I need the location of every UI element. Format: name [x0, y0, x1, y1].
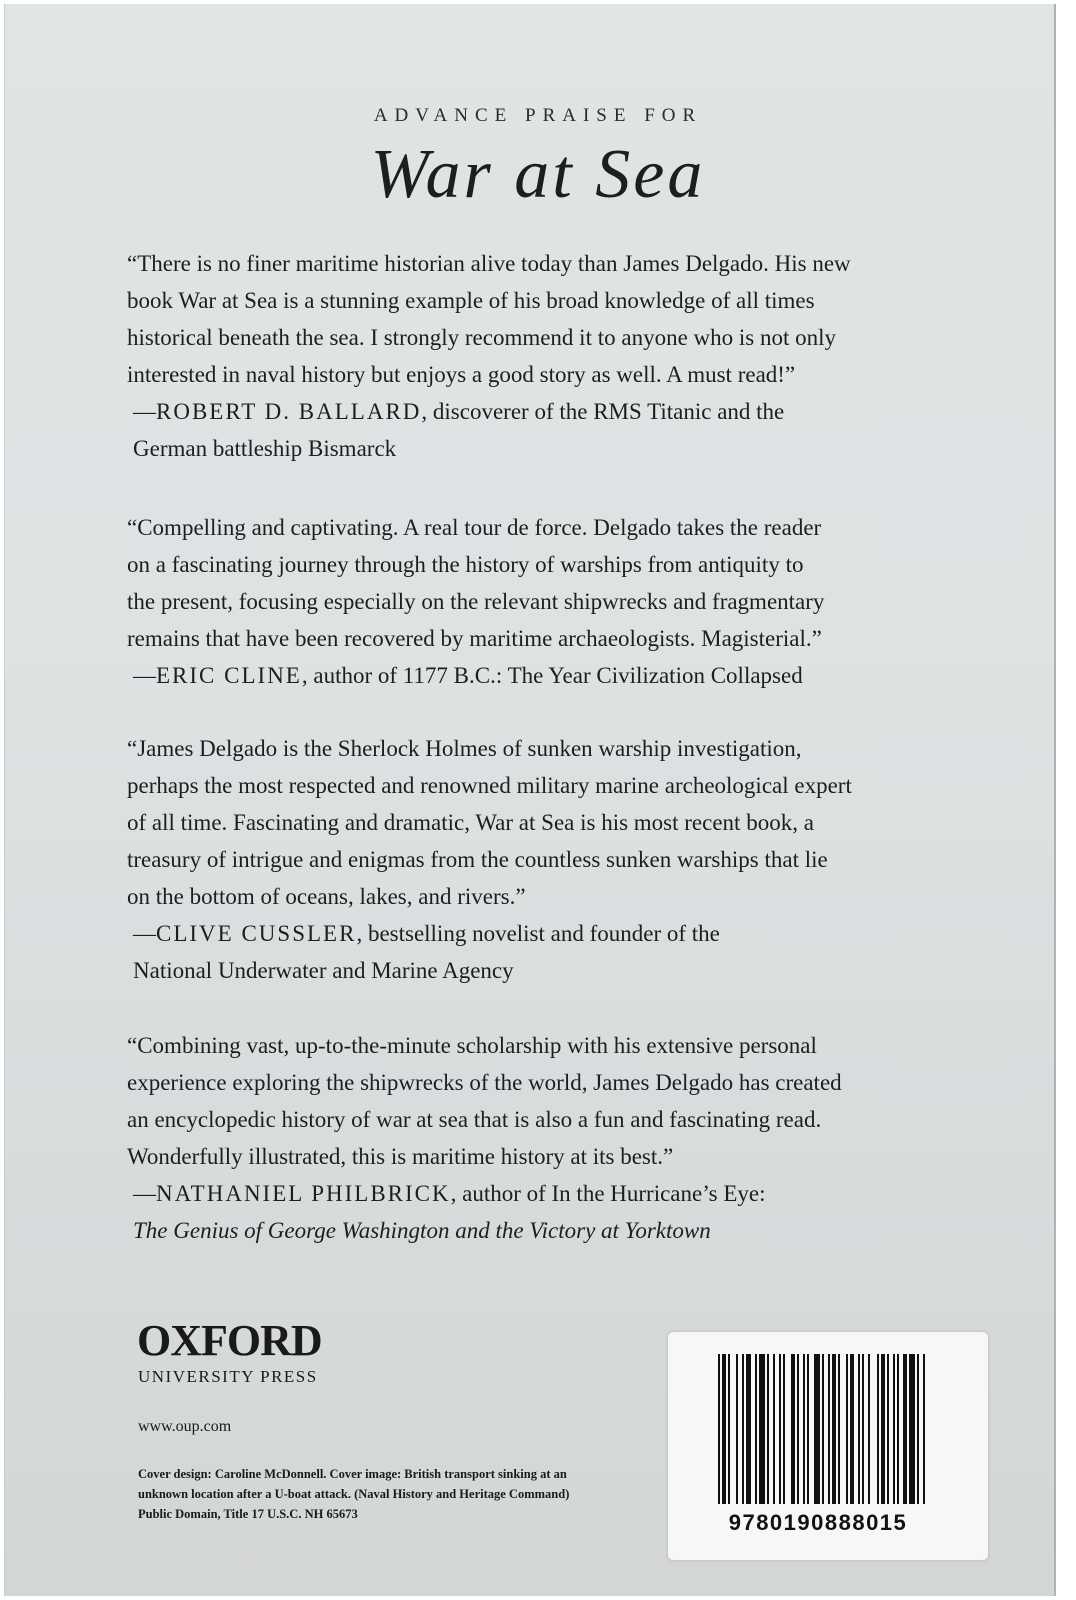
em-dash: — — [133, 399, 156, 424]
blurb-line: “James Delgado is the Sherlock Holmes of sunken warship investigation, — [127, 736, 802, 761]
blurb-line: “There is no finer maritime historian alive today than James Delgado. His new — [127, 251, 851, 276]
blurb-author: ROBERT D. BALLARD — [156, 399, 422, 424]
blurb-ballard — [127, 245, 953, 467]
blurb-line: perhaps the most respected and renowned military marine archeological expert — [127, 773, 852, 798]
blurb-line: remains that have been recovered by maritime archaeologists. Magisterial.” — [127, 626, 822, 651]
blurb-line: of all time. Fascinating and dramatic, War at Sea is his most recent book, a — [127, 810, 814, 835]
publisher-logo: OXFORD — [137, 1316, 322, 1365]
barcode-graphic — [718, 1354, 928, 1504]
credits-line: Public Domain, Title 17 U.S.C. NH 65673 — [138, 1507, 358, 1521]
blurb-line: experience exploring the shipwrecks of the world, James Delgado has created — [127, 1070, 842, 1095]
blurb-line: on the bottom of oceans, lakes, and rivers.” — [127, 884, 526, 909]
barcode-space — [925, 1354, 927, 1504]
blurb-author: CLIVE CUSSLER — [156, 921, 357, 946]
blurb-attribution — [133, 657, 953, 694]
blurb-line: on a fascinating journey through the history of warships from antiquity to — [127, 552, 804, 577]
blurb-author: NATHANIEL PHILBRICK — [156, 1181, 451, 1206]
blurb-attribution — [133, 915, 953, 952]
blurb-affiliation: , author of In the Hurricane’s Eye: — [450, 1181, 766, 1206]
blurb-cussler — [127, 730, 953, 989]
praise-eyebrow: ADVANCE PRAISE FOR — [373, 105, 703, 126]
credits-line: Cover design: Caroline McDonnell. Cover image: British transport sinking at an — [138, 1467, 567, 1481]
credits-line: unknown location after a U-boat attack. (Naval History and Heritage Command) — [138, 1487, 570, 1501]
blurb-line: “Combining vast, up-to-the-minute scholarship with his extensive personal — [127, 1033, 817, 1058]
blurb-affiliation: , bestselling novelist and founder of the — [356, 921, 720, 946]
blurb-line: the present, focusing especially on the relevant shipwrecks and fragmentary — [127, 589, 825, 614]
blurb-attribution — [133, 393, 953, 430]
blurb-line: an encyclopedic history of war at sea that is also a fun and fascinating read. — [127, 1107, 822, 1132]
isbn-number: 9780190888015 — [728, 1510, 908, 1535]
blurb-line: Wonderfully illustrated, this is maritime history at its best.” — [127, 1144, 674, 1169]
blurb-cline — [127, 509, 953, 694]
blurb-line: historical beneath the sea. I strongly recommend it to anyone who is not only — [127, 325, 837, 350]
cover-credits — [138, 1464, 658, 1524]
blurb-affiliation-cont: National Underwater and Marine Agency — [133, 958, 514, 983]
blurb-affiliation: , discoverer of the RMS Titanic and the — [421, 399, 785, 424]
blurb-affiliation: , author of 1177 B.C.: The Year Civilization Collapsed — [301, 663, 803, 688]
publisher-url: www.oup.com — [138, 1418, 232, 1435]
book-title: War at Sea — [370, 136, 706, 213]
blurb-line: interested in naval history but enjoys a good story as well. A must read!” — [127, 362, 796, 387]
blurb-line: book War at Sea is a stunning example of his broad knowledge of all times — [127, 288, 815, 313]
blurb-affiliation-cont: The Genius of George Washington and the Victory at Yorktown — [133, 1218, 711, 1243]
em-dash: — — [133, 1181, 156, 1206]
barcode-sticker — [667, 1331, 989, 1561]
blurb-author: ERIC CLINE — [156, 663, 302, 688]
em-dash: — — [133, 921, 156, 946]
blurb-affiliation-cont: German battleship Bismarck — [133, 436, 397, 461]
em-dash: — — [133, 663, 156, 688]
publisher-subname: UNIVERSITY PRESS — [138, 1367, 318, 1386]
blurb-philbrick — [127, 1027, 953, 1249]
blurb-line: treasury of intrigue and enigmas from the countless sunken warships that lie — [127, 847, 828, 872]
blurb-line: “Compelling and captivating. A real tour de force. Delgado takes the reader — [127, 515, 822, 540]
blurb-attribution — [133, 1175, 953, 1212]
